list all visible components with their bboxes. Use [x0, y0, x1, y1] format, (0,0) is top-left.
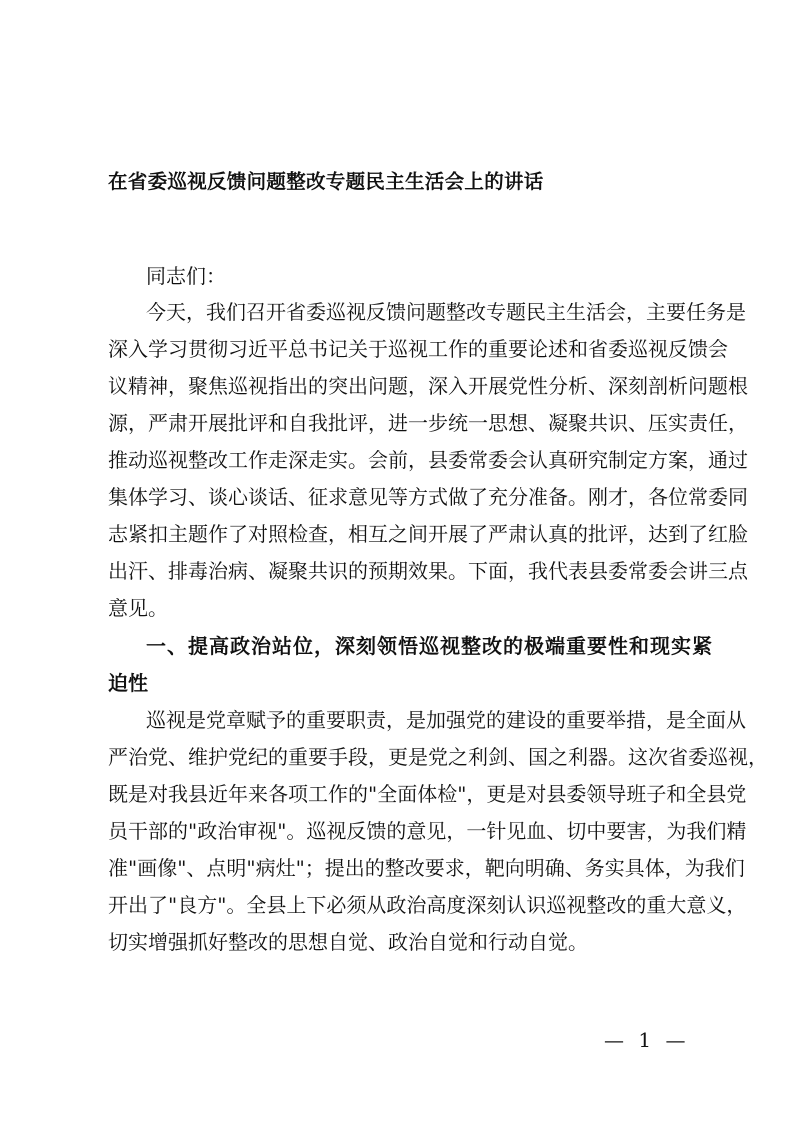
text-line: 准"画像"、点明"病灶"；提出的整改要求，靶向明确、务实具体，为我们: [108, 856, 745, 880]
text-line: 巡视是党章赋予的重要职责，是加强党的建设的重要举措，是全面从: [146, 708, 746, 732]
text-line: 志紧扣主题作了对照检查，相互之间开展了严肃认真的批评，达到了红脸: [108, 522, 748, 546]
text-line: 深入学习贯彻习近平总书记关于巡视工作的重要论述和省委巡视反馈会: [108, 337, 728, 361]
text-line: 推动巡视整改工作走深走实。会前，县委常委会认真研究制定方案，通过: [108, 448, 748, 472]
paragraph-1: [108, 294, 748, 627]
section-heading-1: [108, 628, 712, 702]
paragraph-2: [108, 702, 768, 961]
text-line: 集体学习、谈心谈话、征求意见等方式做了充分准备。刚才，各位常委同: [108, 485, 748, 509]
document-title: 在省委巡视反馈问题整改专题民主生活会上的讲话: [108, 170, 544, 193]
text-line: 议精神，聚焦巡视指出的突出问题，深入开展党性分析、深刻剖析问题根: [108, 374, 748, 398]
text-line: 出汗、排毒治病、凝聚共识的预期效果。下面，我代表县委常委会讲三点: [108, 559, 748, 583]
text-line: 意见。: [108, 596, 168, 620]
text-line: 员干部的"政治审视"。巡视反馈的意见，一针见血、切中要害，为我们精: [108, 819, 747, 843]
text-line: 切实增强抓好整改的思想自觉、政治自觉和行动自觉。: [108, 930, 588, 954]
text-line: 严治党、维护党纪的重要手段，更是党之利剑、国之利器。这次省委巡视，: [108, 745, 768, 769]
heading-line: 迫性: [108, 671, 148, 695]
text-line: 源，严肃开展批评和自我批评，进一步统一思想、凝聚共识、压实责任，: [108, 411, 748, 435]
text-line: 今天，我们召开省委巡视反馈问题整改专题民主生活会，主要任务是: [146, 300, 746, 324]
text-line: 开出了"良方"。全县上下必须从政治高度深刻认识巡视整改的重大意义，: [108, 893, 747, 917]
greeting: 同志们：: [146, 264, 226, 288]
page-number: — 1 —: [604, 1028, 690, 1052]
text-line: 既是对我县近年来各项工作的"全面体检"，更是对县委领导班子和全县党: [108, 782, 747, 806]
heading-line: 一、提高政治站位，深刻领悟巡视整改的极端重要性和现实紧: [146, 634, 712, 658]
